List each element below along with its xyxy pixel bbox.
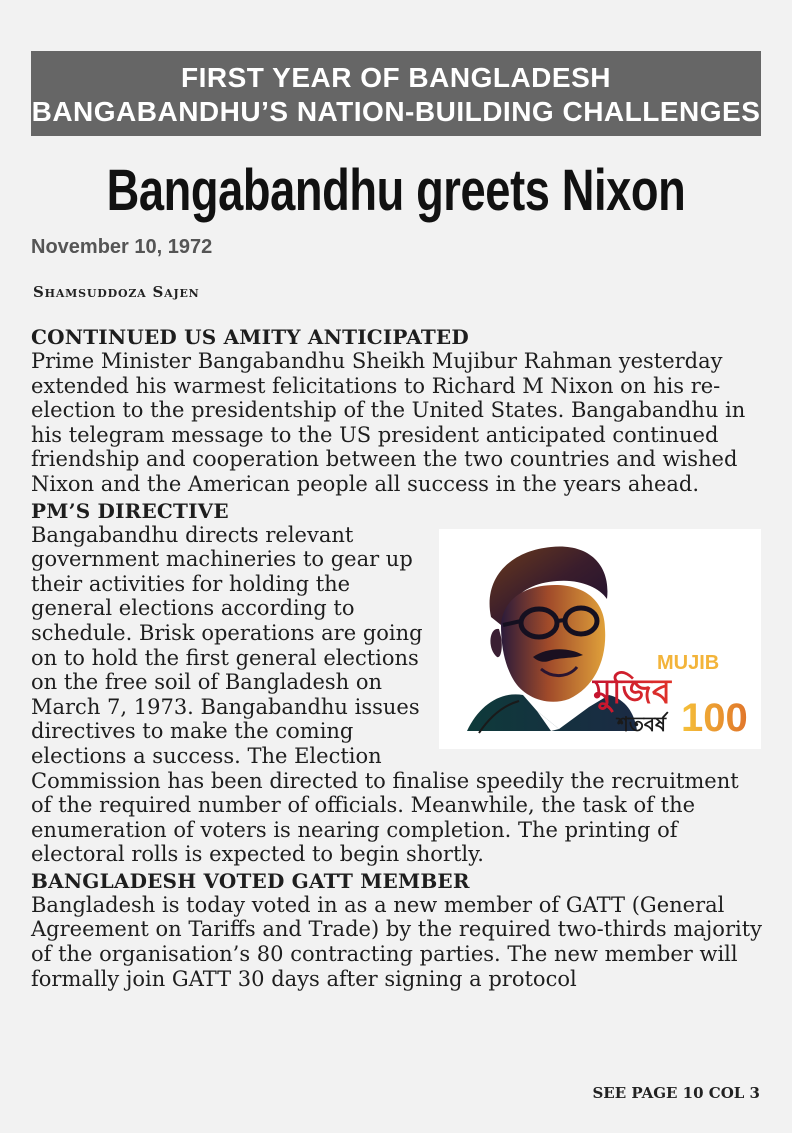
banner-line-2: BANGABANDHU’S NATION-BUILDING CHALLENGES (31, 96, 761, 127)
headline: Bangabandhu greets Nixon (106, 158, 686, 223)
section-paragraph: Prime Minister Bangabandhu Sheikh Mujibur Rahman yesterday extended his warmest felicitations to Richard M Nixon on his re-election to the presidentship of the United States. Bangabandhu in his telegram message to the US president anticipated continued friendship and cooperation between the two countries and wished Nixon and the American people all success in the years ahead. (31, 349, 746, 496)
mujib-100-logo-image (439, 529, 761, 749)
logo-english-mujib: MUJIB (657, 651, 720, 674)
continuation-note: SEE PAGE 10 COL 3 (592, 1084, 760, 1102)
logo-number-100: 100 (681, 695, 748, 740)
series-banner (31, 51, 761, 136)
logo-bangla-shatabarsha: শতবর্ষ (617, 711, 666, 736)
section-heading: PM’S DIRECTIVE (31, 498, 229, 523)
article-body (31, 325, 763, 993)
byline: Shamsuddoza Sajen (33, 283, 200, 301)
dateline: November 10, 1972 (31, 236, 213, 258)
section-paragraph: Bangabandhu directs relevant government machineries to gear up their activities for holding the general elections according to schedule. Brisk operations are going on to hold the first general elections on the free soil of Bangladesh on March 7, 1973. Bangabandhu issues directives to make the coming elections a success. The Election Commission has been directed to finalise speedily the recruitment of the required number of officials. Meanwhile, the task of the enumeration of voters is nearing completion. The printing of electoral rolls is expected to begin shortly. (31, 522, 739, 867)
banner-line-1: FIRST YEAR OF BANGLADESH (181, 62, 611, 93)
section-heading: CONTINUED US AMITY ANTICIPATED (31, 325, 469, 349)
mujib-portrait-illustration (439, 529, 761, 749)
section-heading: BANGLADESH VOTED GATT MEMBER (31, 868, 470, 893)
logo-bangla-mujib: মুজিব (593, 671, 671, 712)
section-paragraph: Bangladesh is today voted in as a new member of GATT (General Agreement on Tariffs and Trade) by the required two-thirds majority of the organisation’s 80 contracting parties. The new member will formally join GATT 30 days after signing a protocol (31, 892, 763, 991)
